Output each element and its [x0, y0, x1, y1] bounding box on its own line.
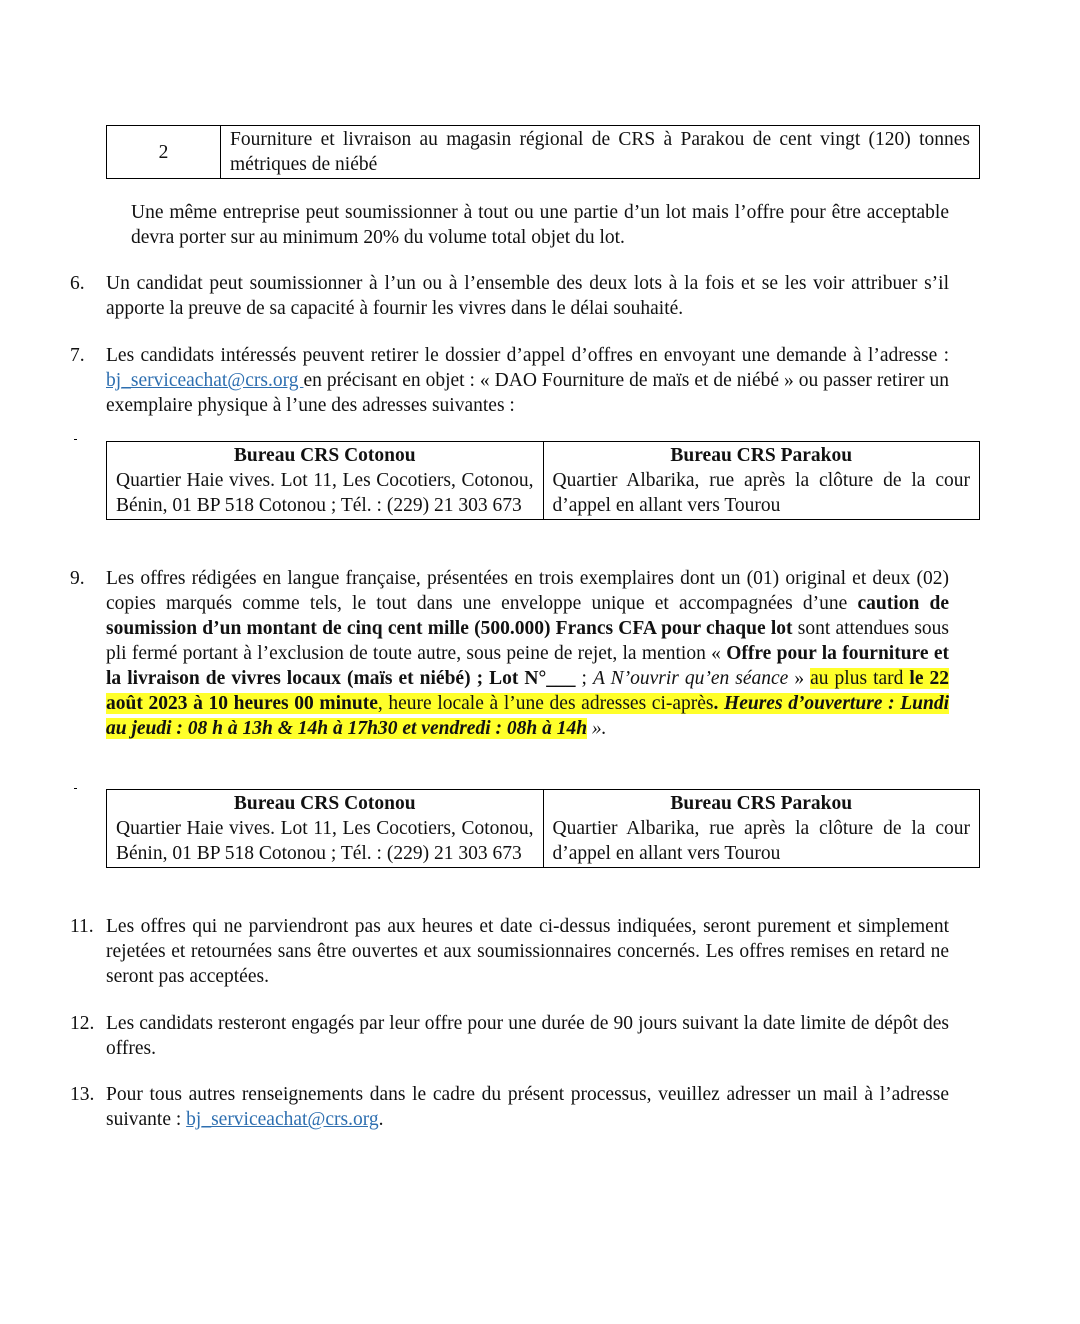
bid-bond-text: caution de soumission d’un montant de cinq cent mille (500.000) Francs CFA pour chaque lot — [106, 593, 949, 639]
item-text-part: ; — [575, 668, 593, 689]
office-title: Bureau CRS Parakou — [670, 793, 853, 814]
office-cotonou — [107, 442, 544, 520]
item-text-part: en précisant en objet : « DAO Fourniture de maïs et de niébé » ou passer retirer un exemplaire physique à l’une des adresses suivantes : — [106, 370, 949, 416]
office-title: Bureau CRS Cotonou — [233, 793, 416, 814]
item-text: Les offres qui ne parviendront pas aux heures et date ci-dessus indiquées, seront purement et simplement rejetées et retournées sans être ouvertes et aux soumissionnaires concernés. Les offres remises en retard ne seront pas acceptées. — [106, 916, 949, 987]
office-address: Quartier Haie vives. Lot 11, Les Cocotiers, Cotonou, Bénin, 01 BP 518 Cotonou ; Tél. : (229) 21 303 673 — [116, 470, 534, 516]
office-parakou — [543, 790, 980, 868]
highlight-text: au plus tard — [810, 668, 910, 689]
offices-table-1 — [106, 441, 980, 520]
list-marker-10 — [74, 788, 77, 789]
email-link[interactable]: bj_serviceachat@crs.org — [186, 1109, 379, 1130]
item-number: 6. — [70, 273, 85, 294]
lot-note: Une même entreprise peut soumissionner à tout ou une partie d’un lot mais l’offre pour être acceptable devra porter sur au minimum 20% du volume total objet du lot. — [131, 202, 949, 248]
list-marker-8 — [74, 439, 77, 440]
item-number: 9. — [70, 568, 85, 589]
item-text-part: ». — [587, 718, 607, 739]
lot-number: 2 — [107, 126, 221, 179]
item-text — [106, 1082, 949, 1132]
office-address: Quartier Albarika, rue après la clôture de la cour d’appel en allant vers Tourou — [552, 470, 970, 516]
offices-table-2 — [106, 789, 980, 868]
item-number: 12. — [70, 1013, 95, 1034]
table-row — [107, 790, 980, 868]
email-link[interactable]: bj_serviceachat@crs.org — [106, 370, 304, 391]
opening-hours: Heures d’ouverture : Lundi au jeudi : 08 h à 13h & 14h à 17h30 et vendredi : 08h à 14h — [106, 693, 949, 739]
lot-description: Fourniture et livraison au magasin régional de CRS à Parakou de cent vingt (120) tonnes métriques de niébé — [221, 126, 980, 179]
highlight-text: . — [713, 693, 725, 714]
item-text-part: Les offres rédigées en langue française, présentées en trois exemplaires dont un (01) original et deux (02) copies marqués comme tels, le tout dans une enveloppe unique et accompagnées d’une — [106, 568, 949, 614]
office-cotonou — [107, 790, 544, 868]
table-row — [107, 126, 980, 179]
office-address: Quartier Haie vives. Lot 11, Les Cocotiers, Cotonou, Bénin, 01 BP 518 Cotonou ; Tél. : (229) 21 303 673 — [116, 818, 534, 864]
lot-table — [106, 125, 980, 179]
item-text — [106, 343, 949, 418]
item-number: 7. — [70, 345, 85, 366]
item-text — [106, 566, 949, 741]
item-text-part: Pour tous autres renseignements dans le cadre du présent processus, veuillez adresser un mail à l’adresse suivante : — [106, 1084, 949, 1130]
item-text-part: A N’ouvrir qu’en séance — [593, 668, 789, 689]
envelope-mention: Offre pour la fourniture et la livraison de vivres locaux (maïs et niébé) ; Lot N°___ — [106, 643, 949, 689]
item-text-part: sont attendues sous pli fermé portant à l’exclusion de toute autre, sous peine de rejet, la mention « — [106, 618, 949, 664]
item-number: 13. — [70, 1084, 95, 1105]
deadline-text: le 22 août 2023 à 10 heures 00 minute — [106, 668, 950, 714]
item-text-part: . — [378, 1109, 384, 1130]
item-text: Les candidats resteront engagés par leur offre pour une durée de 90 jours suivant la date limite de dépôt des offres. — [106, 1013, 949, 1059]
office-parakou — [543, 442, 980, 520]
item-text-part: » — [788, 668, 811, 689]
highlight-text: , heure locale à l’une des adresses ci-après — [377, 693, 714, 714]
office-title: Bureau CRS Parakou — [670, 445, 853, 466]
office-address: Quartier Albarika, rue après la clôture de la cour d’appel en allant vers Tourou — [552, 818, 970, 864]
item-text-part: Les candidats intéressés peuvent retirer le dossier d’appel d’offres en envoyant une demande à l’adresse : — [106, 345, 949, 366]
item-number: 11. — [70, 916, 94, 937]
table-row — [107, 442, 980, 520]
office-title: Bureau CRS Cotonou — [233, 445, 416, 466]
item-text: Un candidat peut soumissionner à l’un ou à l’ensemble des deux lots à la fois et se les voir attribuer s’il apporte la preuve de sa capacité à fournir les vivres dans le délai souhaité. — [106, 273, 949, 319]
